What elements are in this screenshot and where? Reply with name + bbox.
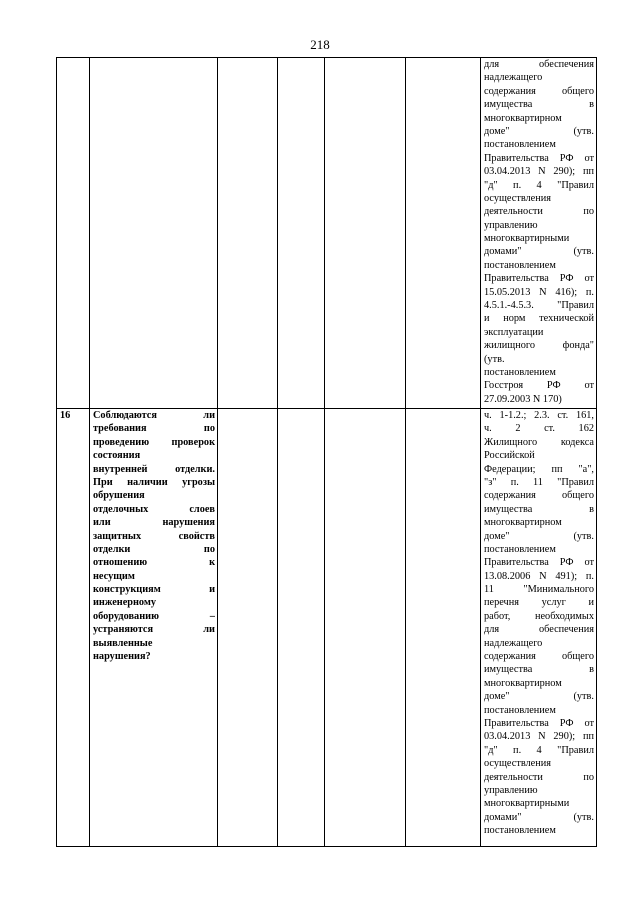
- question-line: внутренней отделки.: [93, 463, 215, 475]
- reference-line: многоквартирном: [484, 112, 562, 124]
- reference-line: содержания общего: [484, 490, 594, 502]
- question-line: обрушения: [93, 490, 145, 502]
- question-line: конструкциям и: [93, 584, 215, 596]
- question-line: При наличии угрозы: [93, 476, 215, 488]
- table-row: [57, 409, 597, 847]
- reference-line: доме" (утв.: [484, 125, 594, 137]
- reference-line: имущества в: [484, 503, 594, 515]
- reference-line: имущества в: [484, 664, 594, 676]
- reference-line: Правительства РФ от: [484, 152, 594, 164]
- reference-line: многоквартирном: [484, 677, 562, 689]
- question-cell: [90, 409, 218, 847]
- reference-line: деятельности по: [484, 771, 594, 783]
- reference-line: многоквартирными: [484, 798, 570, 810]
- reference-line: перечня услуг и: [484, 597, 594, 609]
- question-line: выявленные: [93, 637, 153, 649]
- reference-line: Госстроя РФ от: [484, 380, 594, 392]
- question-line: требования по: [93, 423, 215, 435]
- empty-cell: [406, 409, 481, 847]
- reference-line: Правительства РФ от: [484, 557, 594, 569]
- question-line: оборудованию –: [93, 610, 215, 622]
- question-line: устраняются ли: [93, 624, 215, 636]
- reference-line: многоквартирном: [484, 517, 562, 529]
- empty-cell: [278, 58, 325, 409]
- reference-line: ч. 1-1.2.; 2.3. ст. 161,: [484, 410, 594, 421]
- reference-line: 13.08.2006 N 491); п.: [484, 570, 594, 582]
- reference-line: постановлением: [484, 825, 556, 837]
- reference-line: деятельности по: [484, 206, 594, 218]
- reference-line: для обеспечения: [484, 624, 594, 636]
- row-number: [57, 58, 90, 409]
- question-line: инженерному: [93, 597, 157, 609]
- reference-line: Жилищного кодекса: [484, 436, 594, 448]
- question-line: отделочных слоев: [93, 503, 215, 515]
- reference-line: надлежащего: [484, 72, 543, 84]
- reference-line: постановлением: [484, 543, 556, 555]
- reference-line: домами" (утв.: [484, 246, 594, 258]
- row-number: 16: [57, 409, 90, 847]
- empty-cell: [325, 409, 406, 847]
- reference-line: 03.04.2013 N 290); пп: [484, 166, 594, 178]
- question-line: проведению проверок: [93, 436, 215, 448]
- reference-line: управлению: [484, 219, 538, 231]
- reference-line: Федерации; пп "а",: [484, 463, 594, 475]
- question-line: защитных свойств: [93, 530, 215, 542]
- reference-line: постановлением: [484, 259, 556, 271]
- reference-line: и норм технической: [484, 313, 594, 325]
- question-line: отношению к: [93, 557, 215, 569]
- reference-line: для обеспечения: [484, 59, 594, 70]
- question-line: несущим: [93, 570, 135, 582]
- question-line: или нарушения: [93, 517, 215, 529]
- empty-cell: [406, 58, 481, 409]
- reference-line: имущества в: [484, 99, 594, 111]
- reference-line: 4.5.1.-4.5.3. "Правил: [484, 300, 594, 312]
- question-line: нарушения?: [93, 651, 151, 663]
- reference-line: эксплуатации: [484, 326, 544, 338]
- reference-line: постановлением: [484, 366, 556, 378]
- reference-line: (утв.: [484, 353, 505, 365]
- question-line: отделки по: [93, 543, 215, 555]
- reference-line: Правительства РФ от: [484, 717, 594, 729]
- reference-line: Правительства РФ от: [484, 273, 594, 285]
- table-row: [57, 58, 597, 409]
- question-line: Соблюдаются ли: [93, 410, 215, 421]
- reference-line: содержания общего: [484, 85, 594, 97]
- legal-references-cell: [481, 58, 597, 409]
- reference-line: 27.09.2003 N 170): [484, 393, 562, 405]
- reference-line: 15.05.2013 N 416); п.: [484, 286, 594, 298]
- empty-cell: [218, 58, 278, 409]
- reference-line: многоквартирными: [484, 233, 570, 245]
- reference-line: осуществления: [484, 758, 552, 770]
- reference-line: "д" п. 4 "Правил: [484, 744, 594, 756]
- question-cell: [90, 58, 218, 409]
- legal-references-cell: [481, 409, 597, 847]
- reference-line: осуществления: [484, 192, 552, 204]
- reference-line: управлению: [484, 784, 538, 796]
- reference-line: Российской: [484, 450, 535, 462]
- question-line: состояния: [93, 450, 141, 462]
- reference-line: постановлением: [484, 704, 556, 716]
- empty-cell: [325, 58, 406, 409]
- reference-line: 11 "Минимального: [484, 584, 594, 596]
- reference-line: "д" п. 4 "Правил: [484, 179, 594, 191]
- empty-cell: [218, 409, 278, 847]
- reference-line: ч. 2 ст. 162: [484, 423, 594, 435]
- reference-line: доме" (утв.: [484, 691, 594, 703]
- reference-line: надлежащего: [484, 637, 543, 649]
- checklist-table: [56, 57, 597, 847]
- reference-line: содержания общего: [484, 651, 594, 663]
- reference-line: жилищного фонда": [484, 340, 594, 352]
- reference-line: "з" п. 11 "Правил: [484, 476, 594, 488]
- reference-line: домами" (утв.: [484, 811, 594, 823]
- reference-line: постановлением: [484, 139, 556, 151]
- reference-line: работ, необходимых: [484, 610, 594, 622]
- reference-line: доме" (утв.: [484, 530, 594, 542]
- page-number: 218: [310, 37, 330, 52]
- reference-line: 03.04.2013 N 290); пп: [484, 731, 594, 743]
- empty-cell: [278, 409, 325, 847]
